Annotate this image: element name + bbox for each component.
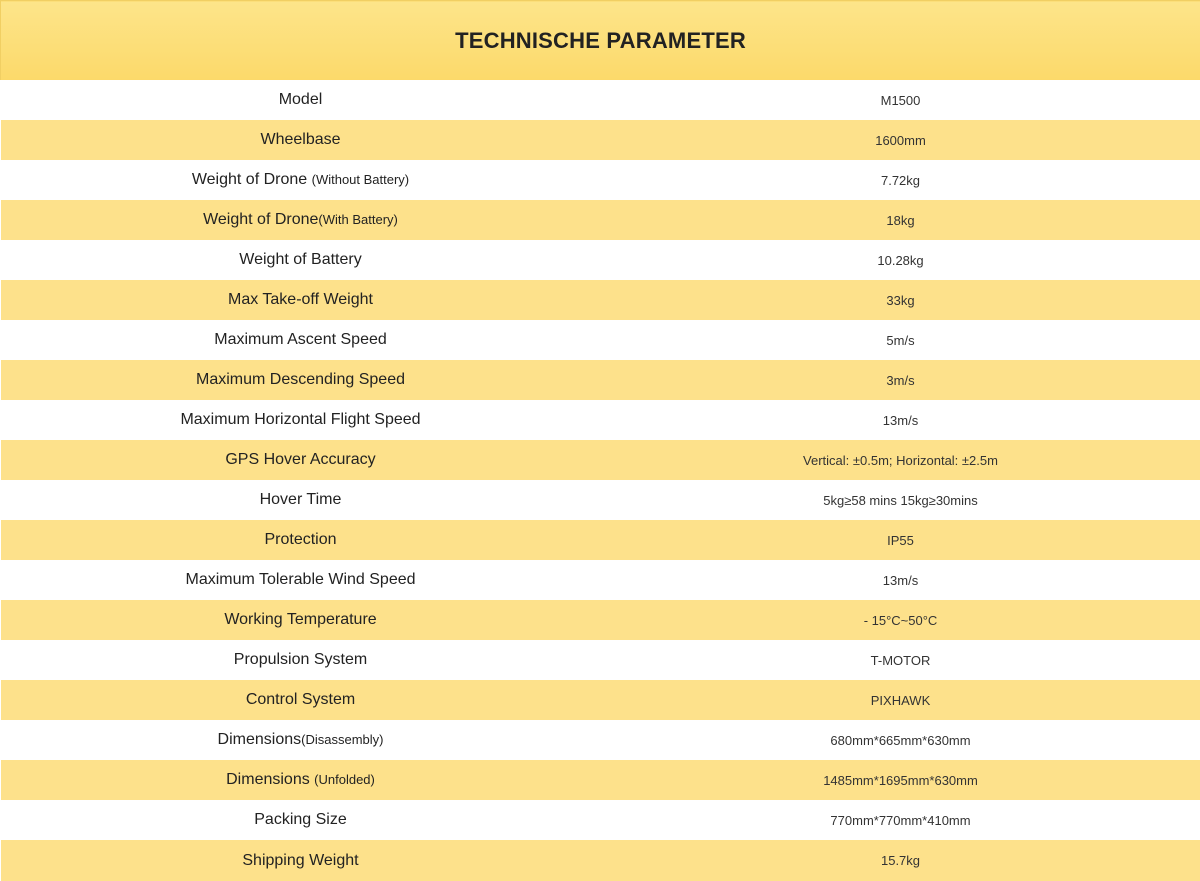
table-row	[1, 320, 1200, 360]
table-row	[1, 80, 1200, 120]
parameter-label: Maximum Ascent Speed	[214, 331, 387, 348]
table-header-row	[1, 1, 1200, 81]
parameter-label: Weight of Battery	[239, 251, 362, 268]
parameter-value: Vertical: ±0.5m; Horizontal: ±2.5m	[601, 440, 1200, 480]
parameter-name	[1, 520, 601, 560]
parameter-label: Weight of Drone	[203, 211, 319, 228]
parameter-label: Control System	[245, 691, 356, 708]
parameter-value: 1485mm*1695mm*630mm	[601, 760, 1200, 800]
parameter-name	[1, 360, 601, 400]
parameter-name	[1, 680, 601, 720]
parameter-name	[1, 840, 601, 881]
parameter-name	[1, 600, 601, 640]
parameter-value: 13m/s	[601, 400, 1200, 440]
parameter-value: 33kg	[601, 280, 1200, 320]
parameter-name	[1, 400, 601, 440]
table-row	[1, 400, 1200, 440]
parameter-name	[1, 320, 601, 360]
parameter-value: 15.7kg	[601, 840, 1200, 881]
table-row	[1, 160, 1200, 200]
parameter-name	[1, 560, 601, 600]
parameter-value: 18kg	[601, 200, 1200, 240]
table-row	[1, 240, 1200, 280]
parameter-qualifier: (Without Battery)	[311, 172, 410, 187]
parameter-label: Maximum Tolerable Wind Speed	[185, 571, 416, 588]
parameter-value: - 15°C~50°C	[601, 600, 1200, 640]
parameter-label: Wheelbase	[260, 131, 341, 148]
table-row	[1, 480, 1200, 520]
parameter-value: PIXHAWK	[601, 680, 1200, 720]
parameter-label: Protection	[264, 531, 337, 548]
table-row	[1, 280, 1200, 320]
table-row	[1, 840, 1200, 881]
parameter-value: 10.28kg	[601, 240, 1200, 280]
table-row	[1, 640, 1200, 680]
parameter-value: M1500	[601, 80, 1200, 120]
parameter-qualifier: (Unfolded)	[314, 772, 375, 787]
parameter-name	[1, 440, 601, 480]
parameter-label: Maximum Horizontal Flight Speed	[180, 411, 421, 428]
parameter-label: Maximum Descending Speed	[196, 371, 405, 388]
parameter-name	[1, 240, 601, 280]
parameter-label: Dimensions	[226, 771, 315, 788]
parameter-name	[1, 200, 601, 240]
parameter-value: 7.72kg	[601, 160, 1200, 200]
parameter-label: Dimensions	[217, 731, 302, 748]
table-title: TECHNISCHE PARAMETER	[1, 1, 1200, 81]
table-body	[1, 80, 1200, 881]
parameter-value: T-MOTOR	[601, 640, 1200, 680]
table-row	[1, 440, 1200, 480]
table-row	[1, 120, 1200, 160]
table-row	[1, 600, 1200, 640]
table-row	[1, 200, 1200, 240]
parameter-name	[1, 160, 601, 200]
parameter-value: 3m/s	[601, 360, 1200, 400]
table-row	[1, 800, 1200, 840]
parameter-name	[1, 280, 601, 320]
parameter-name	[1, 760, 601, 800]
parameter-label: Weight of Drone	[191, 171, 312, 188]
parameter-label: Hover Time	[259, 491, 342, 508]
parameter-label: Shipping Weight	[242, 851, 359, 869]
parameter-name	[1, 120, 601, 160]
parameter-name	[1, 640, 601, 680]
parameter-label: Packing Size	[254, 811, 347, 828]
parameter-value: 770mm*770mm*410mm	[601, 800, 1200, 840]
table-row	[1, 720, 1200, 760]
parameter-name	[1, 800, 601, 840]
table-row	[1, 680, 1200, 720]
parameter-name	[1, 720, 601, 760]
parameter-name	[1, 480, 601, 520]
parameter-label: Propulsion System	[233, 651, 368, 668]
parameter-name	[1, 80, 601, 120]
parameter-label: Model	[278, 91, 323, 108]
parameter-value: 1600mm	[601, 120, 1200, 160]
table-row	[1, 560, 1200, 600]
parameter-value: 5kg≥58 mins 15kg≥30mins	[601, 480, 1200, 520]
parameter-label: GPS Hover Accuracy	[225, 451, 376, 468]
parameter-value: 13m/s	[601, 560, 1200, 600]
parameter-qualifier: (Disassembly)	[301, 732, 384, 747]
parameter-value: 680mm*665mm*630mm	[601, 720, 1200, 760]
table-row	[1, 360, 1200, 400]
parameter-value: 5m/s	[601, 320, 1200, 360]
parameter-label: Working Temperature	[224, 611, 377, 628]
parameter-label: Max Take-off Weight	[228, 291, 373, 308]
parameter-qualifier: (With Battery)	[318, 212, 398, 227]
parameter-value: IP55	[601, 520, 1200, 560]
table-row	[1, 760, 1200, 800]
table-row	[1, 520, 1200, 560]
